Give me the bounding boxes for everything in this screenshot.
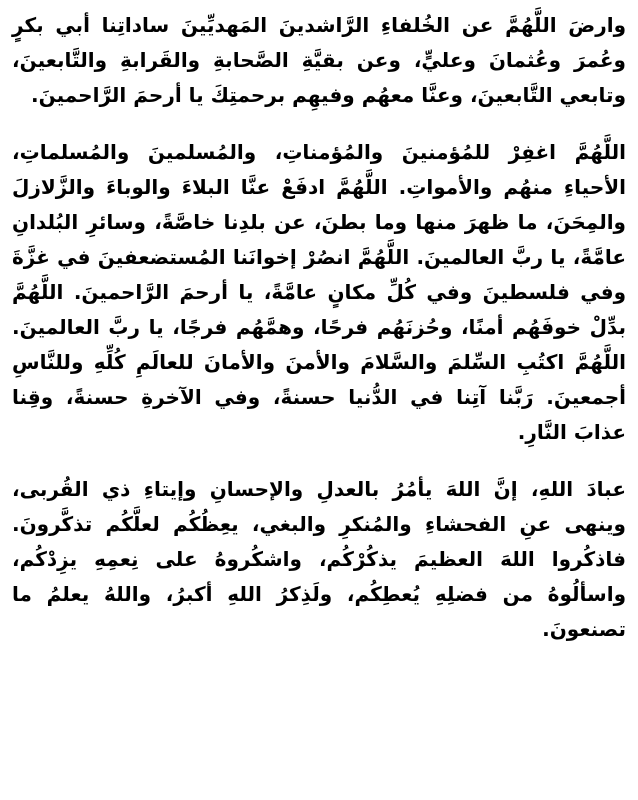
paragraph-closing: عبادَ اللهِ، إنَّ اللهَ يأمُرُ بالعدلِ والإحسانِ وإيتاءِ ذي القُربى، وينهى عنِ الفحشاءِ والمُنكرِ والبغي، يعِظُكُم لعلَّكُم تذكَّرونَ. فاذكُروا اللهَ العظيمَ يذكُرْكُم، واشكُروهُ على نِعمِهِ يزِدْكُم، واسألُوهُ من فضلِهِ يُعطِكُم، ولَذِكرُ اللهِ أكبرُ، واللهُ يعلمُ ما تصنعونَ. [12, 477, 626, 641]
paragraph-companions-prayer: وارضَ اللَّهُمَّ عن الخُلفاءِ الرَّاشدينَ المَهديِّينَ ساداتِنا أبي بكرٍ وعُمرَ وعُثمانَ وعليٍّ، وعن بقيَّةِ الصَّحابةِ والقَرابةِ والتَّابعينَ، وتابعي التَّابعينَ، وعنَّا معهُم وفيهِم برحمتِكَ يا أرحمَ الرَّاحمينَ. [12, 13, 626, 107]
paragraph-supplication: اللَّهُمَّ اغفِرْ للمُؤمنينَ والمُؤمناتِ، والمُسلمينَ والمُسلماتِ، الأحياءِ منهُم والأمواتِ. اللَّهُمَّ ادفَعْ عنَّا البلاءَ والوباءَ والزَّلازلَ والمِحَنَ، ما ظهرَ منها وما بطنَ، عن بلدِنا خاصَّةً، وسائرِ البُلدانِ عامَّةً، يا ربَّ العالمينَ. اللَّهُمَّ انصُرْ إخوانَنا المُستضعفينَ في غزَّةَ وفي فلسطينَ وفي كُلِّ مكانٍ عامَّةً، يا أرحمَ الرَّاحمينَ. اللَّهُمَّ بدِّلْ خوفَهُم أمنًا، وحُزنَهُم فرحًا، وهمَّهُم فرجًا، يا ربَّ العالمينَ. اللَّهُمَّ اكتُبِ السِّلمَ والسَّلامَ والأمنَ والأمانَ للعالَمِ كُلِّهِ وللنَّاسِ أجمعينَ. رَبَّنا آتِنا في الدُّنيا حسنةً، وفي الآخرةِ حسنةً، وقِنا عذابَ النَّارِ. [12, 140, 626, 444]
